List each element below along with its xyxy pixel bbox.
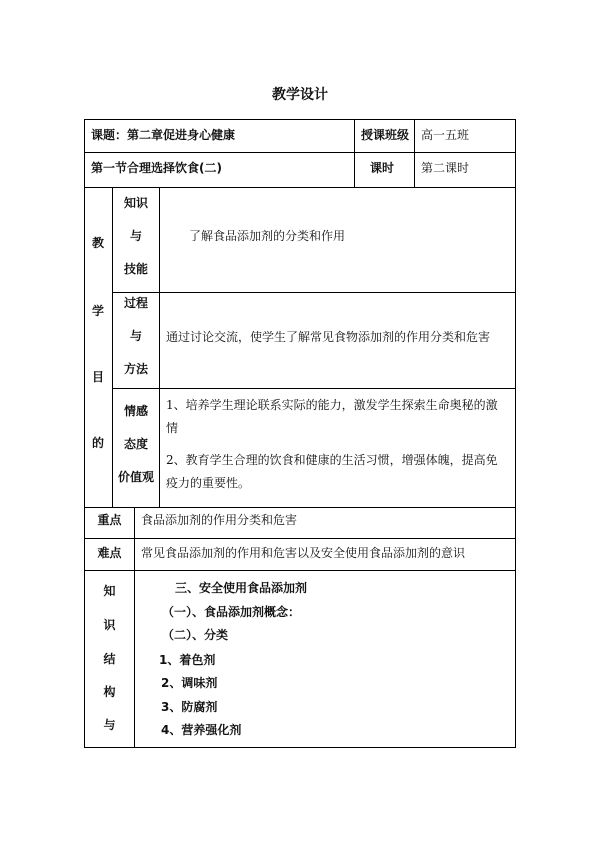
key-point-label: 重点 (97, 513, 122, 527)
objectives-label-char: 教 (92, 236, 105, 250)
objective-sub-label: 知识 (123, 196, 148, 210)
objective-sub-label: 与 (129, 229, 142, 243)
objective-sub-label: 过程 (123, 296, 148, 310)
objective-content: 疫力的重要性。 (166, 476, 251, 490)
section-text: 第一节合理选择饮食(二) (91, 161, 222, 175)
knowledge-label-char: 结 (103, 652, 116, 666)
knowledge-line: 3、防腐剂 (161, 700, 218, 714)
class-value: 高一五班 (421, 128, 470, 142)
knowledge-line: 4、营养强化剂 (161, 723, 242, 737)
period-value: 第二课时 (421, 161, 470, 175)
objective-sub-label: 价值观 (117, 470, 154, 484)
document-title: 教学设计 (272, 87, 328, 103)
knowledge-label-char: 识 (103, 618, 116, 632)
knowledge-line: 2、调味剂 (161, 676, 218, 690)
knowledge-label-char: 构 (103, 685, 116, 699)
knowledge-line: （二）、分类 (162, 628, 229, 642)
difficulty-content: 常见食品添加剂的作用和危害以及安全使用食品添加剂的意识 (141, 546, 466, 560)
knowledge-label-char: 与 (103, 718, 116, 732)
objective-content: 通过讨论交流，使学生了解常见食物添加剂的作用分类和危害 (166, 330, 491, 344)
objective-sub-label: 方法 (123, 362, 148, 376)
objective-sub-label: 与 (129, 329, 142, 343)
knowledge-line: 1、着色剂 (159, 653, 216, 667)
class-label: 授课班级 (361, 128, 410, 142)
period-label: 课时 (370, 161, 395, 175)
objective-content: 情 (166, 421, 179, 435)
objective-content: 1、培养学生理论联系实际的能力，激发学生探索生命奥秘的激 (166, 398, 498, 412)
objectives-label-char: 的 (92, 436, 105, 450)
objective-sub-label: 情感 (123, 404, 148, 418)
objectives-label-char: 目 (92, 370, 105, 384)
objective-content: 2、教育学生合理的饮食和健康的生活习惯，增强体魄，提高免 (166, 453, 498, 467)
knowledge-label-char: 知 (103, 584, 116, 598)
knowledge-line: 三、安全使用食品添加剂 (175, 581, 308, 595)
knowledge-line: （一）、食品添加剂概念： (162, 605, 301, 619)
objective-sub-label: 技能 (123, 262, 148, 276)
difficulty-label: 难点 (97, 546, 122, 560)
objective-content: 了解食品添加剂的分类和作用 (189, 229, 346, 243)
objective-sub-label: 态度 (123, 437, 148, 451)
key-point-content: 食品添加剂的作用分类和危害 (141, 513, 298, 527)
topic-text: 课题：第二章促进身心健康 (91, 128, 236, 142)
objectives-label-char: 学 (92, 304, 105, 318)
